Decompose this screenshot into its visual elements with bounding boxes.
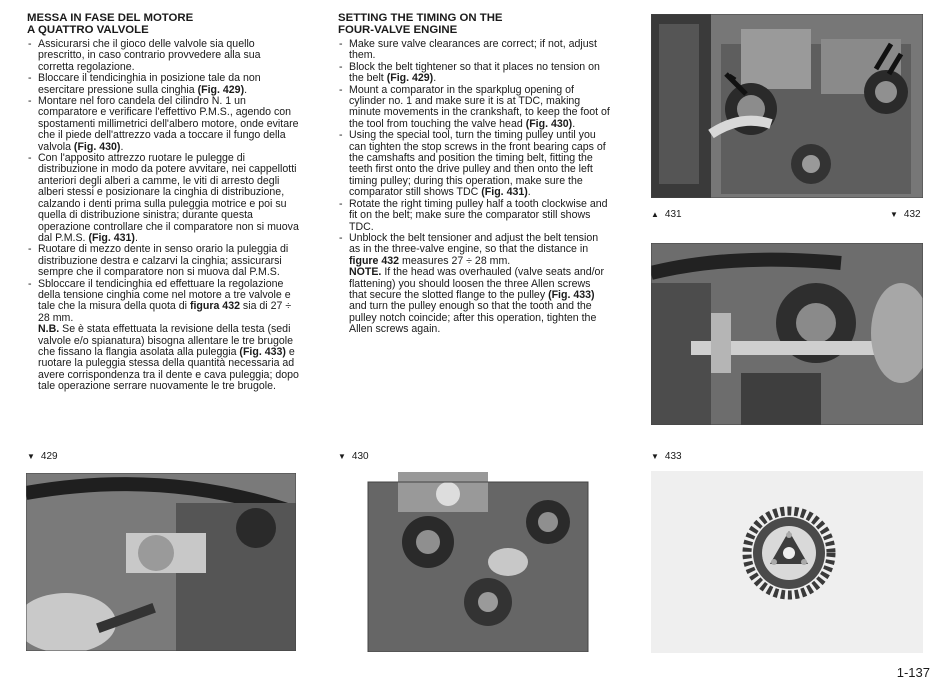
- english-note: NOTE. If the head was overhauled (valve seats and/or flattening) you should loosen the three Allen screws that secure the slotted flange to the pulley (Fig. 433) and turn the pulley enough so that the tooth and the pulley notch coincide; after this operation, tighten the Allen screws again.: [349, 266, 604, 336]
- figure-433-photo: [651, 471, 923, 653]
- caption-429: ▼ 429: [27, 451, 58, 462]
- list-item: - Make sure valve clearances are correct; if not, adjust them.: [338, 39, 610, 62]
- list-item: - Ruotare di mezzo dente in senso orario la puleggia di distribuzione destra e calzarvi la cinghia; assicurarsi sempre che il comparatore non si muova dal P.M.S.: [27, 244, 299, 278]
- english-steps: [338, 39, 610, 267]
- italian-column: [27, 12, 299, 393]
- caption-433: ▼ 433: [651, 451, 682, 462]
- list-item: - Sbloccare il tendicinghia ed effettuare la regolazione della tensione cinghia come nel motore a tre valvole e tale che la misura della quota di figura 432 sia di 27 ÷ 28 mm.: [27, 279, 299, 325]
- figure-429-photo: [26, 473, 296, 651]
- list-item: - Rotate the right timing pulley half a tooth clockwise and fit on the belt; make sure the comparator still shows TDC.: [338, 199, 610, 233]
- figure-432-photo: [651, 243, 923, 425]
- caption-431: ▲ 431: [651, 209, 682, 220]
- figure-430-photo: [338, 472, 610, 652]
- page-number: 1-137: [896, 665, 930, 680]
- list-item: - Bloccare il tendicinghia in posizione tale da non esercitare pressione sulla cinghia (Fig. 429).: [27, 73, 299, 96]
- caption-432: ▼ 432: [890, 209, 921, 220]
- italian-steps: [27, 39, 299, 324]
- list-item: - Con l'apposito attrezzo ruotare le pulegge di distribuzione in modo da potere avvitare, nei cappellotti anteriori degli alberi a camme, le viti di arresto degli alberi stessi e posizionare la cinghia di distribuzione, calzando i denti prima sulla puleggia motrice e poi su quella di distribuzione sinistra; durante questa operazione controllare che il comparatore non si muova dal P.M.S. (Fig. 431).: [27, 153, 299, 244]
- list-item: - Block the belt tightener so that it places no tension on the belt (Fig. 429).: [338, 62, 610, 85]
- figure-431-photo: [651, 14, 923, 198]
- list-item: - Unblock the belt tensioner and adjust the belt tension as in the three-valve engine, so that the distance in figure 432 measures 27 ÷ 28 mm.: [338, 233, 610, 267]
- list-item: - Montare nel foro candela del cilindro N. 1 un comparatore e verificare l'effettivo P.M.S., agendo con spostamenti millimetrici dell'albero motore, onde evitare che il piede dell'attrezzo vada a toccare il fungo della valvola (Fig. 430).: [27, 96, 299, 153]
- english-column: [338, 12, 610, 336]
- italian-title: MESSA IN FASE DEL MOTORE A QUATTRO VALVOLE: [27, 12, 194, 36]
- caption-430: ▼ 430: [338, 451, 369, 462]
- english-title: SETTING THE TIMING ON THE FOUR-VALVE ENGINE: [338, 12, 503, 36]
- italian-note: N.B. Se è stata effettuata la revisione della testa (sedi valvole e/o spianatura) bisogna allentare le tre brugole che fissano la flangia asolata alla puleggia (Fig. 433) e ruotare la puleggia stessa della quantità necessaria ad avere corrispondenza tra il dente e cava puleggia; dopo tale operazione serrare nuovamente le tre brugole.: [38, 323, 299, 393]
- list-item: - Assicurarsi che il gioco delle valvole sia quello prescritto, in caso contrario provvedere alla sua corretta regolazione.: [27, 39, 299, 73]
- list-item: - Using the special tool, turn the timing pulley until you can tighten the stop screws in the front bearing caps of the camshafts and position the timing belt, fitting the teeth first onto the drive pulley and then onto the left timing pulley; during this operation, make sure the comparator still shows TDC (Fig. 431).: [338, 130, 610, 198]
- list-item: - Mount a comparator in the sparkplug opening of cylinder no. 1 and make sure it is at TDC, making minute movements in the crankshaft, to keep the foot of the tool from touching the valve head (Fig. 430).: [338, 85, 610, 131]
